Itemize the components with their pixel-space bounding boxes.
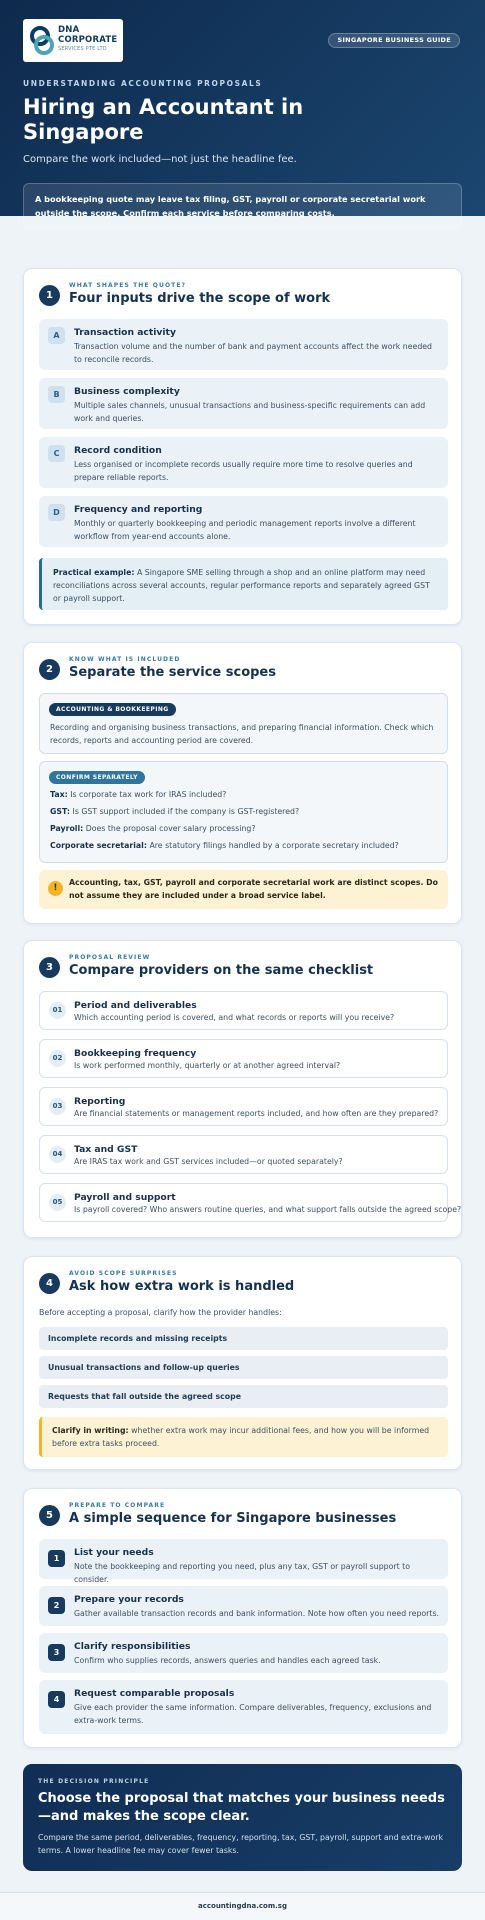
accounting-scope-box: [39, 693, 448, 754]
scope-input-item: [39, 319, 448, 370]
guide-badge: SINGAPORE BUSINESS GUIDE: [328, 33, 460, 48]
scope-question: Corporate secretarial: Are statutory filings handled by a corporate secretary included?: [50, 841, 399, 850]
item-text: Which accounting period is covered, and what records or reports will you receive?: [74, 1013, 395, 1022]
item-text: Are IRAS tax work and GST services included—or quoted separately?: [74, 1157, 343, 1166]
step-title: List your needs: [74, 1547, 154, 1558]
warning-icon: !: [48, 881, 63, 896]
checklist-item: [39, 1087, 448, 1126]
section-3-card: [23, 940, 462, 1238]
section-title: Four inputs drive the scope of work: [69, 291, 331, 306]
section-eyebrow: WHAT SHAPES THE QUOTE?: [69, 282, 187, 289]
hero-eyebrow: UNDERSTANDING ACCOUNTING PROPOSALS: [23, 79, 263, 88]
section-number-badge: 5: [39, 1505, 60, 1526]
section-eyebrow: KNOW WHAT IS INCLUDED: [69, 656, 181, 663]
step-text: Note the bookkeeping and reporting you need, plus any tax, GST or payroll support to consider.: [74, 1562, 410, 1584]
section-eyebrow: PREPARE TO COMPARE: [69, 1502, 166, 1509]
item-number: 01: [49, 1002, 66, 1019]
practical-example: [39, 558, 448, 610]
step-number: 4: [48, 1691, 65, 1708]
confirm-separately-box: [39, 761, 448, 863]
logo-text-corporate: CORPORATE: [58, 35, 118, 45]
section-number-badge: 1: [39, 285, 60, 306]
logo-text-services: SERVICES PTE LTD: [58, 46, 107, 52]
scope-warning: [39, 870, 448, 909]
warning-text: Accounting, tax, GST, payroll and corporate secretarial work are distinct scopes. Do not assume they are included under a broad service label.: [69, 878, 438, 900]
section-title: Ask how extra work is handled: [69, 1279, 295, 1294]
scope-input-item: [39, 437, 448, 488]
section-title: Separate the service scopes: [69, 665, 276, 680]
hero-callout: A bookkeeping quote may leave tax filing, GST, payroll or corporate secretarial work outside the scope. Confirm each service before comparing costs.: [23, 183, 462, 229]
checklist-item: [39, 1135, 448, 1174]
item-title: Period and deliverables: [74, 1000, 197, 1011]
section-eyebrow: AVOID SCOPE SURPRISES: [69, 1270, 178, 1277]
item-letter: A: [48, 327, 65, 344]
sequence-step: [39, 1539, 448, 1584]
extra-work-item: Requests that fall outside the agreed scope: [39, 1385, 448, 1408]
checklist-item: [39, 1183, 462, 1222]
item-number: 02: [49, 1050, 66, 1067]
scope-input-item: [39, 378, 448, 429]
item-number: 03: [49, 1098, 66, 1115]
section-4-card: [23, 1256, 462, 1470]
section-eyebrow: PROPOSAL REVIEW: [69, 954, 151, 961]
example-text: A Singapore SME selling through a shop and an online platform may need reconciliations across several accounts, regular performance reports and separately agreed GST or payroll support.: [53, 568, 430, 603]
confirm-tag: CONFIRM SEPARATELY: [49, 771, 145, 784]
clarify-callout: [39, 1417, 448, 1457]
item-number: 05: [49, 1194, 66, 1211]
page-subtitle: Compare the work included—not just the headline fee.: [23, 154, 297, 165]
section-number-badge: 2: [39, 659, 60, 680]
step-text: Gather available transaction records and bank information. Note how often you need reports.: [74, 1609, 439, 1618]
scope-text: Recording and organising business transactions, and preparing financial information. Check which records, reports and accounting period are covered.: [50, 723, 434, 745]
scope-tag: ACCOUNTING & BOOKKEEPING: [49, 703, 176, 716]
extra-work-item: Incomplete records and missing receipts: [39, 1327, 448, 1350]
item-text: Less organised or incomplete records usually require more time to resolve queries and prepare reliable reports.: [74, 460, 413, 482]
section-title: Compare providers on the same checklist: [69, 963, 374, 978]
section-2-card: [23, 642, 462, 924]
item-title: Transaction activity: [74, 327, 176, 338]
footer: [0, 1892, 485, 1920]
section-1-card: [23, 268, 462, 625]
item-letter: C: [48, 445, 65, 462]
step-title: Request comparable proposals: [74, 1688, 235, 1699]
decision-principle-panel: [23, 1764, 462, 1871]
step-number: 2: [48, 1597, 65, 1614]
step-number: 3: [48, 1644, 65, 1661]
logo-text-dna: DNA: [58, 25, 80, 35]
sequence-step: [39, 1586, 448, 1626]
decision-text: Compare the same period, deliverables, frequency, reporting, tax, GST, payroll, support and extra-work terms. A lower headline fee may cover fewer tasks.: [38, 1833, 444, 1855]
checklist-item: [39, 991, 448, 1030]
scope-input-item: [39, 496, 448, 547]
scope-question: Tax: Is corporate tax work for IRAS included?: [50, 790, 227, 799]
step-title: Clarify responsibilities: [74, 1641, 191, 1652]
item-text: Transaction volume and the number of bank and payment accounts affect the work needed to reconcile records.: [74, 342, 433, 364]
item-text: Multiple sales channels, unusual transactions and business-specific requirements can add work and queries.: [74, 401, 426, 423]
clarify-text: whether extra work may incur additional fees, and how you will be informed before extra tasks proceed.: [52, 1426, 430, 1448]
scope-question: Payroll: Does the proposal cover salary processing?: [50, 824, 256, 833]
item-letter: B: [48, 386, 65, 403]
sequence-step: [39, 1633, 448, 1673]
item-title: Bookkeeping frequency: [74, 1048, 197, 1059]
item-text: Is work performed monthly, quarterly or at another agreed interval?: [74, 1061, 341, 1070]
item-text: Are financial statements or management reports included, and how often are they prepared?: [74, 1109, 439, 1118]
section-title: A simple sequence for Singapore businesses: [69, 1511, 397, 1526]
extra-work-item: Unusual transactions and follow-up queries: [39, 1356, 448, 1379]
step-title: Prepare your records: [74, 1594, 184, 1605]
scope-question: GST: Is GST support included if the company is GST-registered?: [50, 807, 300, 816]
item-title: Business complexity: [74, 386, 180, 397]
step-number: 1: [48, 1550, 65, 1567]
decision-title: Choose the proposal that matches your business needs—and makes the scope clear.: [38, 1791, 445, 1824]
item-title: Tax and GST: [74, 1144, 138, 1155]
item-title: Reporting: [74, 1096, 126, 1107]
item-text: Monthly or quarterly bookkeeping and periodic management reports involve a different workflow from year-end accounts alone.: [74, 519, 416, 541]
company-logo[interactable]: [23, 19, 123, 62]
item-title: Frequency and reporting: [74, 504, 203, 515]
section-5-card: [23, 1488, 462, 1748]
step-text: Confirm who supplies records, answers queries and handles each agreed task.: [74, 1656, 381, 1665]
step-text: Give each provider the same information. Compare deliverables, frequency, exclusions and extra-work terms.: [74, 1703, 432, 1725]
example-label: Practical example:: [53, 568, 135, 577]
item-letter: D: [48, 504, 65, 521]
section-number-badge: 4: [39, 1273, 60, 1294]
hero-header: [0, 0, 485, 216]
item-text: Is payroll covered? Who answers routine queries, and what support falls outside the agreed scope?: [74, 1205, 462, 1214]
section-number-badge: 3: [39, 957, 60, 978]
section-intro: Before accepting a proposal, clarify how the provider handles:: [39, 1308, 282, 1317]
footer-website-link[interactable]: accountingdna.com.sg: [197, 1902, 287, 1910]
decision-eyebrow: THE DECISION PRINCIPLE: [38, 1778, 150, 1785]
item-title: Payroll and support: [74, 1192, 176, 1203]
item-title: Record condition: [74, 445, 162, 456]
dna-logo-icon: [29, 24, 55, 57]
checklist-item: [39, 1039, 448, 1078]
item-number: 04: [49, 1146, 66, 1163]
page-title: Hiring an Accountant in Singapore: [23, 95, 304, 144]
clarify-label: Clarify in writing:: [52, 1426, 129, 1435]
sequence-step: [39, 1680, 448, 1734]
